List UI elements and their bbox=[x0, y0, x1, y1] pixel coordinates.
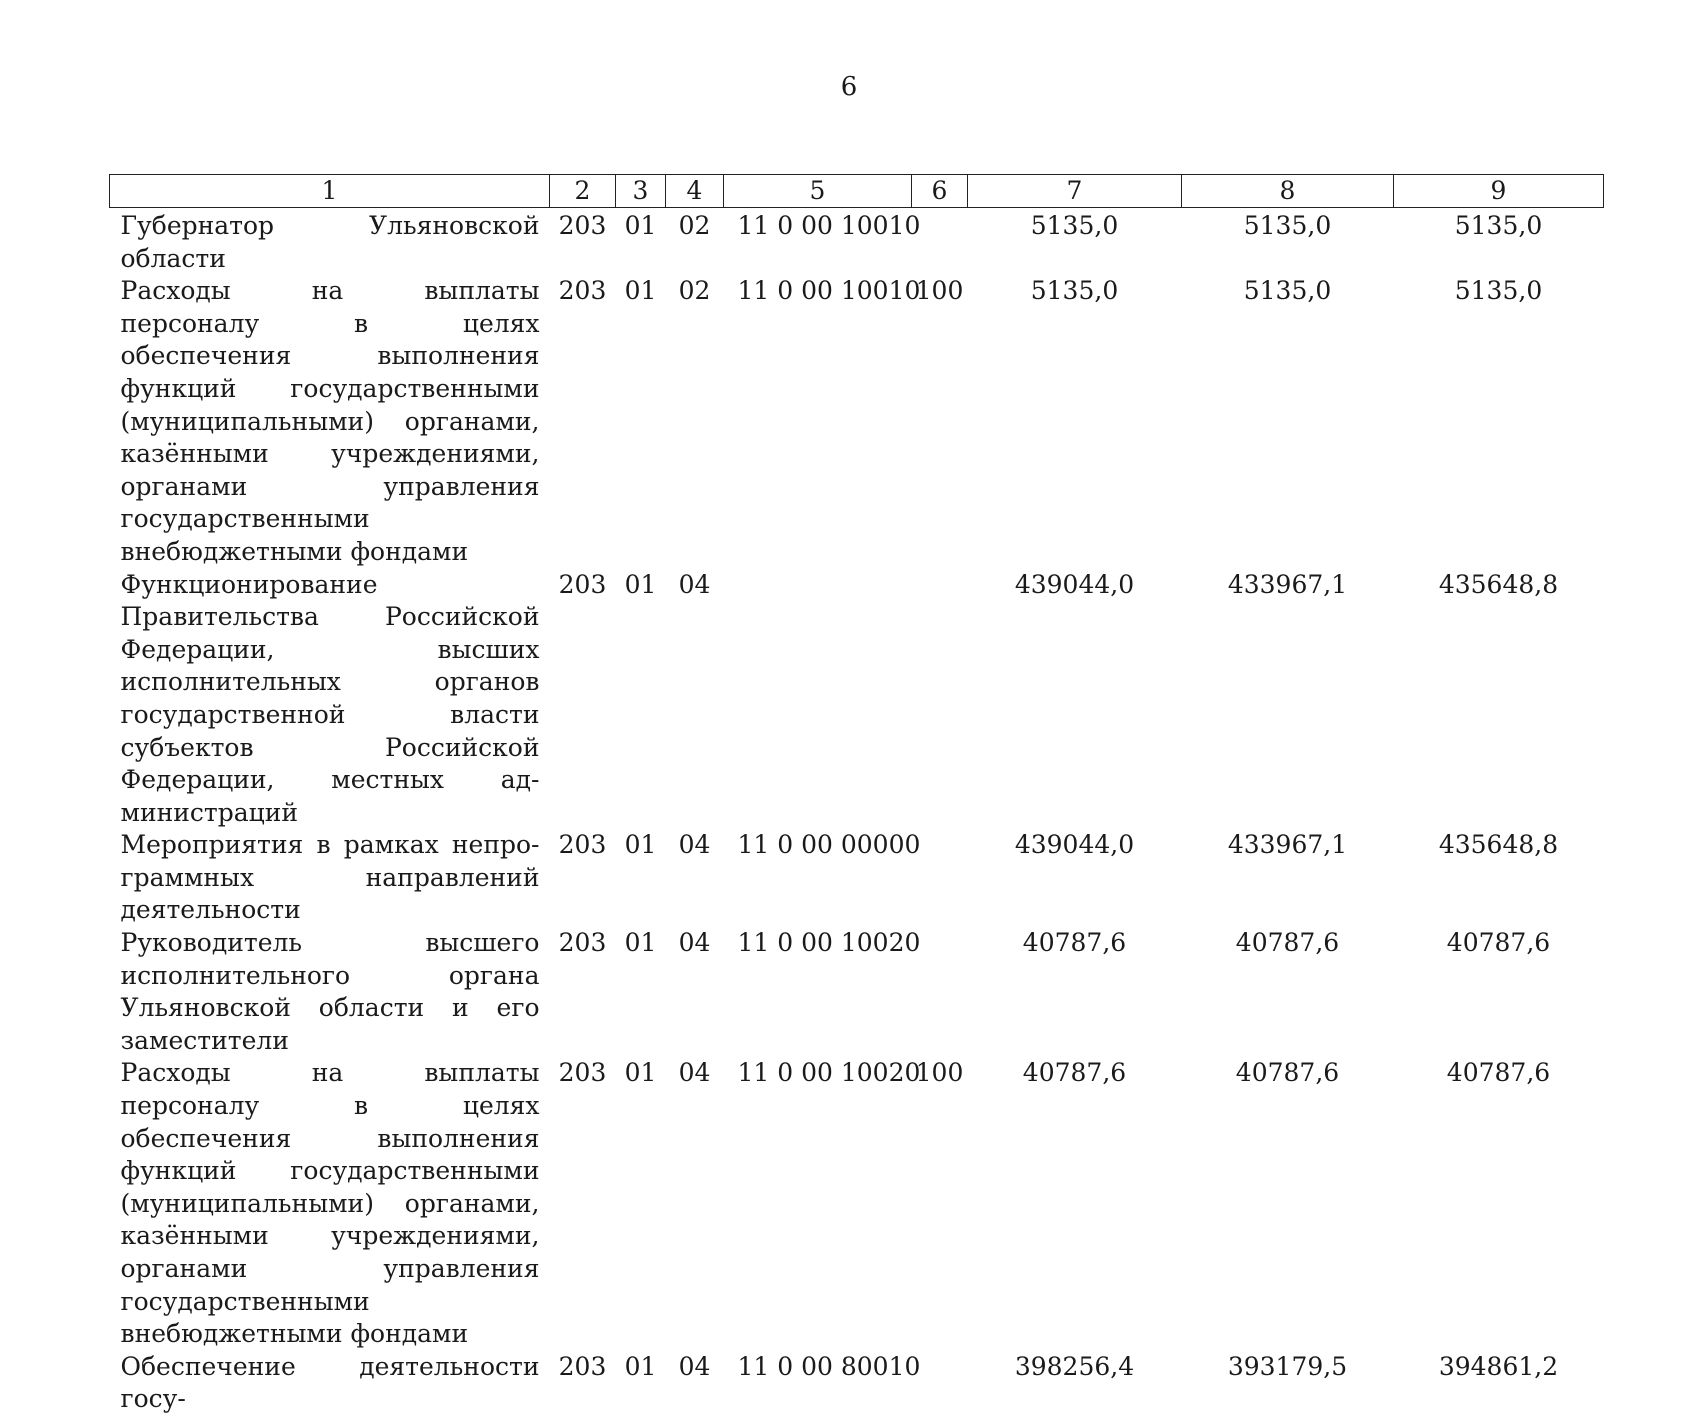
row-subsection-code: 04 bbox=[678, 928, 711, 958]
column-header-5: 5 bbox=[724, 175, 912, 208]
table-row bbox=[110, 275, 1604, 568]
row-value-col9: 394861,2 bbox=[1438, 1351, 1559, 1381]
column-header-3: 3 bbox=[616, 175, 666, 208]
column-header-2: 2 bbox=[550, 175, 616, 208]
row-name: Губернатор Ульяновской области bbox=[120, 211, 540, 273]
row-subsection-code: 04 bbox=[678, 830, 711, 860]
row-value-col8: 40787,6 bbox=[1235, 1058, 1340, 1088]
column-header-9: 9 bbox=[1394, 175, 1604, 208]
row-subsection-code: 02 bbox=[678, 276, 711, 306]
row-target-article bbox=[724, 569, 912, 830]
row-value-col8: 433967,1 bbox=[1227, 569, 1348, 599]
column-header-1: 1 bbox=[110, 175, 550, 208]
row-name: Расходы на выплаты персоналу в целях обеспечения выполнения функций государственными (муниципальными) органами, казёнными учреждениями, органами управления государственными внебюджетными фондами bbox=[120, 1058, 540, 1349]
row-ministry-code: 203 bbox=[558, 928, 607, 958]
row-value-col9: 5135,0 bbox=[1454, 276, 1543, 306]
row-value-col7: 439044,0 bbox=[1014, 830, 1135, 860]
table-row bbox=[110, 208, 1604, 276]
row-value-col9: 435648,8 bbox=[1438, 569, 1559, 599]
row-value-col7: 40787,6 bbox=[1022, 1058, 1127, 1088]
row-target-article: 11 0 00 10010 bbox=[737, 211, 921, 240]
row-name: Обеспечение деятельности госу- bbox=[120, 1351, 540, 1414]
row-subsection-code: 04 bbox=[678, 1058, 711, 1088]
table-row bbox=[110, 927, 1604, 1057]
row-name: Расходы на выплаты персоналу в целях обеспечения выполнения функций государственными (муниципальными) органами, казёнными учреждениями, органами управления государственными внебюджетными фондами bbox=[120, 276, 540, 566]
row-section-code: 01 bbox=[624, 211, 657, 240]
table-row bbox=[110, 829, 1604, 927]
row-expense-type: 100 bbox=[915, 1058, 964, 1088]
row-value-col7: 398256,4 bbox=[1014, 1351, 1135, 1381]
table-row bbox=[110, 1057, 1604, 1350]
row-ministry-code: 203 bbox=[558, 569, 607, 599]
budget-table bbox=[109, 174, 1604, 1416]
table-body bbox=[110, 208, 1604, 1416]
row-target-article: 11 0 00 80010 bbox=[737, 1351, 921, 1381]
column-header-4: 4 bbox=[666, 175, 724, 208]
row-value-col9: 40787,6 bbox=[1446, 928, 1551, 958]
row-section-code: 01 bbox=[624, 1351, 657, 1381]
row-name: Мероприятия в рамках непрограммных направлений деятельности bbox=[120, 830, 540, 925]
row-value-col9: 435648,8 bbox=[1438, 830, 1559, 860]
column-header-7: 7 bbox=[968, 175, 1182, 208]
row-value-col8: 40787,6 bbox=[1235, 928, 1340, 958]
header-row bbox=[110, 175, 1604, 208]
column-header-6: 6 bbox=[912, 175, 968, 208]
row-ministry-code: 203 bbox=[558, 1351, 607, 1381]
row-subsection-code: 02 bbox=[678, 211, 711, 240]
table-row bbox=[110, 569, 1604, 830]
row-value-col7: 5135,0 bbox=[1030, 276, 1119, 306]
row-target-article: 11 0 00 00000 bbox=[737, 830, 921, 860]
row-section-code: 01 bbox=[624, 830, 657, 860]
table-row bbox=[110, 1351, 1604, 1416]
row-target-article: 11 0 00 10010 bbox=[737, 276, 921, 306]
row-ministry-code: 203 bbox=[558, 1058, 607, 1088]
row-section-code: 01 bbox=[624, 569, 657, 599]
row-value-col8: 5135,0 bbox=[1243, 276, 1332, 306]
row-section-code: 01 bbox=[624, 1058, 657, 1088]
row-value-col7: 40787,6 bbox=[1022, 928, 1127, 958]
row-value-col7: 5135,0 bbox=[1030, 211, 1119, 240]
page-number: 6 bbox=[840, 72, 858, 102]
row-target-article: 11 0 00 10020 bbox=[737, 1058, 921, 1088]
row-value-col8: 393179,5 bbox=[1227, 1351, 1348, 1381]
row-target-article: 11 0 00 10020 bbox=[737, 928, 921, 958]
row-expense-type bbox=[912, 569, 968, 830]
row-value-col9: 5135,0 bbox=[1454, 211, 1543, 240]
row-value-col7: 439044,0 bbox=[1014, 569, 1135, 599]
row-value-col8: 433967,1 bbox=[1227, 830, 1348, 860]
row-value-col8: 5135,0 bbox=[1243, 211, 1332, 240]
row-section-code: 01 bbox=[624, 276, 657, 306]
row-subsection-code: 04 bbox=[678, 569, 711, 599]
table-header bbox=[110, 175, 1604, 208]
row-section-code: 01 bbox=[624, 928, 657, 958]
row-subsection-code: 04 bbox=[678, 1351, 711, 1381]
row-name: Руководитель высшего исполнительного органа Ульяновской области и его заместители bbox=[120, 928, 540, 1055]
row-ministry-code: 203 bbox=[558, 211, 607, 240]
row-ministry-code: 203 bbox=[558, 830, 607, 860]
row-name: Функционирование Правительства Российской Федерации, высших исполнительных органов государственной власти субъектов Российской Федерации, местных администраций bbox=[120, 569, 540, 827]
row-value-col9: 40787,6 bbox=[1446, 1058, 1551, 1088]
row-expense-type: 100 bbox=[915, 276, 964, 306]
row-ministry-code: 203 bbox=[558, 276, 607, 306]
column-header-8: 8 bbox=[1182, 175, 1394, 208]
